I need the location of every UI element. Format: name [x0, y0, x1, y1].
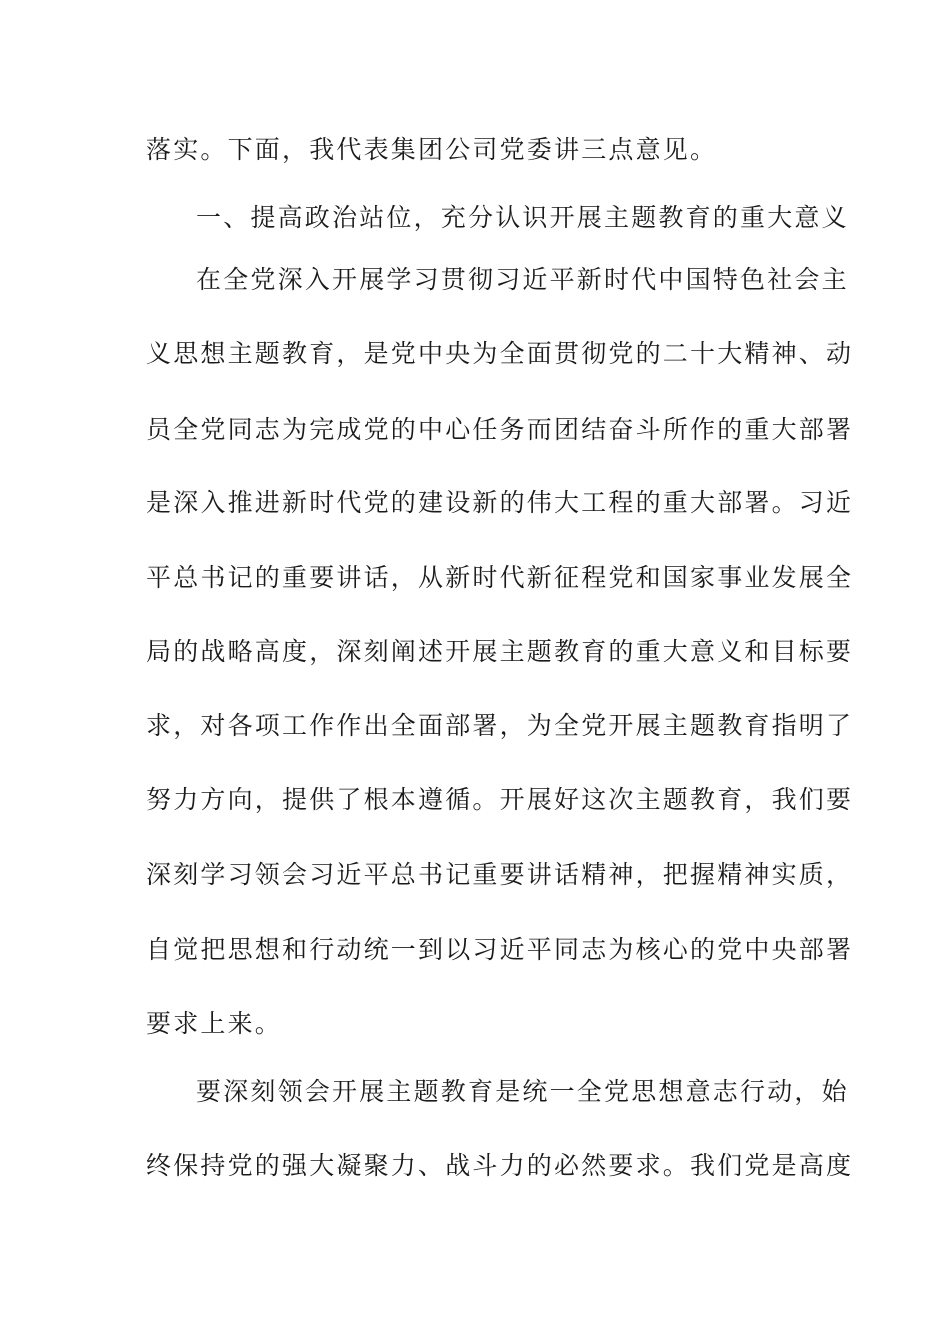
section-heading: 一、提高政治站位，充分认识开展主题教育的重大意义 [196, 203, 849, 232]
body-text-line: 求，对各项工作作出全面部署，为全党开展主题教育指明了 [146, 711, 854, 740]
body-text-line: 平总书记的重要讲话，从新时代新征程党和国家事业发展全 [146, 563, 854, 592]
body-text-line: 努力方向，提供了根本遵循。开展好这次主题教育，我们要 [146, 785, 854, 814]
paragraph-first-line: 要深刻领会开展主题教育是统一全党思想意志行动，始 [196, 1077, 849, 1106]
body-text-line: 自觉把思想和行动统一到以习近平同志为核心的党中央部署 [146, 935, 854, 964]
body-text-line: 员全党同志为完成党的中心任务而团结奋斗所作的重大部署 [146, 415, 854, 444]
body-text-line: 终保持党的强大凝聚力、战斗力的必然要求。我们党是高度 [146, 1151, 854, 1180]
body-text-line: 是深入推进新时代党的建设新的伟大工程的重大部署。习近 [146, 488, 854, 517]
paragraph-first-line: 在全党深入开展学习贯彻习近平新时代中国特色社会主 [196, 265, 849, 294]
body-text-line: 深刻学习领会习近平总书记重要讲话精神，把握精神实质， [146, 860, 854, 889]
body-text-line: 局的战略高度，深刻阐述开展主题教育的重大意义和目标要 [146, 637, 854, 666]
paragraph-last-line: 要求上来。 [146, 1009, 283, 1038]
body-text-line: 落实。下面，我代表集团公司党委讲三点意见。 [146, 135, 718, 164]
body-text-line: 义思想主题教育，是党中央为全面贯彻党的二十大精神、动 [146, 339, 854, 368]
